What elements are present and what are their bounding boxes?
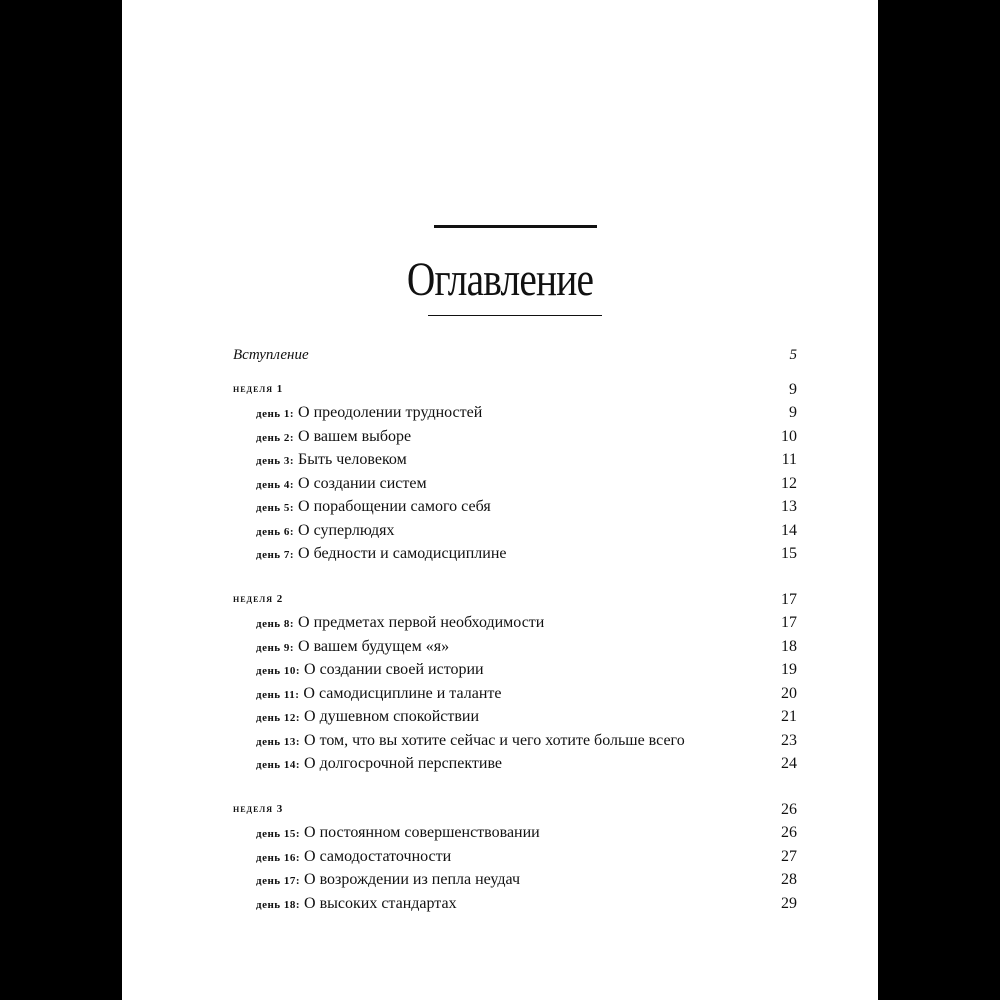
day-label: день 10: bbox=[256, 665, 301, 677]
day-title: О создании систем bbox=[298, 474, 427, 492]
toc-week-heading[interactable] bbox=[233, 378, 797, 402]
toc-page-number: 13 bbox=[781, 498, 797, 515]
day-title: О вашем будущем «я» bbox=[298, 637, 450, 655]
day-title: О самодостаточности bbox=[304, 847, 452, 865]
day-label: день 17: bbox=[256, 875, 301, 887]
decorative-top-rule bbox=[434, 225, 597, 228]
toc-day-entry[interactable] bbox=[233, 821, 797, 845]
day-label: день 9: bbox=[256, 641, 295, 654]
toc-day-entry[interactable] bbox=[233, 425, 797, 449]
table-of-contents bbox=[233, 344, 797, 915]
toc-page-number: 15 bbox=[781, 545, 797, 562]
toc-day-entry[interactable] bbox=[233, 448, 797, 472]
day-label: день 7: bbox=[256, 549, 295, 561]
toc-page-number: 11 bbox=[781, 451, 797, 468]
toc-page-number: 23 bbox=[781, 731, 797, 749]
toc-page-number: 5 bbox=[789, 347, 797, 363]
day-label: день 14: bbox=[256, 759, 301, 771]
day-title: О самодисциплине и таланте bbox=[303, 684, 502, 702]
day-title: О душевном спокойствии bbox=[304, 708, 480, 725]
day-label: день 11: bbox=[256, 688, 300, 701]
book-page bbox=[122, 0, 878, 1000]
day-label: день 18: bbox=[256, 898, 301, 911]
day-title: О возрождении из пепла неудач bbox=[304, 871, 521, 888]
toc-page-number: 29 bbox=[781, 894, 797, 912]
toc-page-number: 17 bbox=[781, 614, 797, 631]
toc-day-entry[interactable] bbox=[233, 658, 797, 682]
day-title: О вашем выборе bbox=[298, 427, 412, 445]
toc-page-number: 14 bbox=[781, 521, 797, 539]
day-title: О суперлюдях bbox=[298, 521, 395, 539]
toc-day-entry[interactable] bbox=[233, 495, 797, 519]
day-label: день 8: bbox=[256, 618, 295, 630]
toc-day-entry[interactable] bbox=[233, 705, 797, 729]
toc-day-entry[interactable] bbox=[233, 752, 797, 776]
toc-page-number: 9 bbox=[789, 404, 797, 421]
day-title: Быть человеком bbox=[298, 451, 407, 468]
day-title: О долгосрочной перспективе bbox=[304, 755, 503, 772]
day-label: день 5: bbox=[256, 502, 295, 514]
toc-page-number: 28 bbox=[781, 871, 797, 888]
day-label: день 15: bbox=[256, 828, 301, 840]
toc-page-number: 19 bbox=[781, 661, 797, 678]
toc-entry-title: Вступление bbox=[233, 347, 309, 363]
day-label: день 6: bbox=[256, 525, 295, 538]
day-title: О создании своей истории bbox=[304, 661, 484, 678]
toc-day-entry[interactable] bbox=[233, 682, 797, 706]
toc-page-number: 10 bbox=[781, 427, 797, 445]
day-title: О порабощении самого себя bbox=[298, 498, 491, 515]
day-label: день 16: bbox=[256, 851, 301, 864]
toc-day-entry[interactable] bbox=[233, 729, 797, 753]
toc-day-entry[interactable] bbox=[233, 845, 797, 869]
toc-page-number: 20 bbox=[781, 684, 797, 702]
toc-day-entry[interactable] bbox=[233, 542, 797, 566]
toc-day-entry[interactable] bbox=[233, 635, 797, 659]
section-spacer bbox=[233, 776, 797, 788]
week-label: неделя 3 bbox=[233, 802, 284, 815]
day-label: день 13: bbox=[256, 735, 301, 748]
day-title: О предметах первой необходимости bbox=[298, 614, 545, 631]
day-label: день 1: bbox=[256, 408, 295, 420]
toc-entry-intro[interactable] bbox=[233, 344, 797, 368]
toc-day-entry[interactable] bbox=[233, 868, 797, 892]
title-underline bbox=[428, 315, 602, 316]
toc-page-number: 21 bbox=[781, 708, 797, 725]
toc-page-number: 26 bbox=[781, 824, 797, 841]
toc-day-entry[interactable] bbox=[233, 401, 797, 425]
day-label: день 4: bbox=[256, 478, 295, 491]
toc-day-entry[interactable] bbox=[233, 472, 797, 496]
toc-page-number: 26 bbox=[781, 800, 797, 818]
day-title: О том, что вы хотите сейчас и чего хотите больше всего bbox=[304, 731, 685, 749]
toc-day-entry[interactable] bbox=[233, 519, 797, 543]
day-title: О преодолении трудностей bbox=[298, 404, 483, 421]
day-title: О бедности и самодисциплине bbox=[298, 545, 507, 562]
section-spacer bbox=[233, 566, 797, 578]
day-label: день 2: bbox=[256, 431, 295, 444]
day-title: О постоянном совершенствовании bbox=[304, 824, 540, 841]
toc-week-heading[interactable] bbox=[233, 588, 797, 612]
day-label: день 12: bbox=[256, 712, 301, 724]
toc-page-number: 24 bbox=[781, 755, 797, 772]
week-label: неделя 1 bbox=[233, 382, 284, 395]
toc-page-number: 17 bbox=[781, 590, 797, 608]
toc-page-number: 9 bbox=[789, 380, 797, 398]
toc-page-number: 27 bbox=[781, 847, 797, 865]
week-label: неделя 2 bbox=[233, 592, 284, 605]
toc-weeks bbox=[233, 378, 797, 916]
day-label: день 3: bbox=[256, 455, 295, 467]
toc-day-entry[interactable] bbox=[233, 611, 797, 635]
toc-page-number: 18 bbox=[781, 637, 797, 655]
page-title: Оглавление bbox=[406, 253, 594, 306]
day-title: О высоких стандартах bbox=[304, 894, 457, 912]
toc-week-heading[interactable] bbox=[233, 798, 797, 822]
toc-day-entry[interactable] bbox=[233, 892, 797, 916]
toc-page-number: 12 bbox=[781, 474, 797, 492]
